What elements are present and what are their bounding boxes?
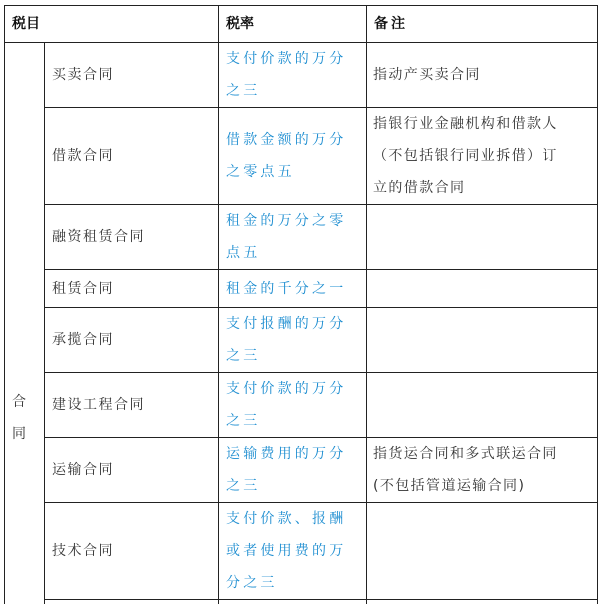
cell-text: 或者使用费的万: [226, 543, 347, 559]
cell-text: 融资租赁合同: [52, 229, 145, 245]
cell-text: 指货运合同和多式联运合同: [373, 446, 558, 462]
divider: [597, 5, 598, 604]
divider: [44, 599, 598, 600]
row-name: [52, 108, 114, 204]
row-rate: [226, 308, 346, 372]
row-rate: [226, 503, 346, 599]
row-name: [52, 503, 114, 599]
row-name: [52, 438, 114, 502]
row-note: [373, 438, 558, 502]
header-rate: 税率: [226, 16, 254, 32]
cell-text: 支付价款、报酬: [226, 511, 347, 527]
header-item: 税目: [12, 16, 40, 32]
cell-text: 点五: [226, 245, 261, 261]
cell-text: 指银行业金融机构和借款人: [373, 116, 558, 132]
cell-text: 支付价款的万分: [226, 381, 347, 397]
row-rate: [226, 108, 346, 204]
row-rate: [226, 43, 346, 107]
cell-text: 租金的千分之一: [226, 280, 347, 297]
row-name: [52, 270, 114, 307]
divider: [366, 5, 367, 604]
row-name: [52, 43, 114, 107]
divider: [44, 42, 45, 604]
row-rate: [226, 270, 346, 307]
row-note: [373, 108, 558, 204]
cell-text: 借款金额的万分: [226, 132, 347, 148]
cell-text: 运输费用的万分: [226, 446, 347, 462]
row-note: [373, 43, 481, 107]
cell-text: 租赁合同: [52, 280, 114, 297]
cell-text: (不包括管道运输合同): [373, 478, 526, 494]
cell-text: 支付报酬的万分: [226, 316, 347, 332]
cell-text: 买卖合同: [52, 67, 114, 83]
cell-text: 承揽合同: [52, 332, 114, 348]
cell-text: 租金的万分之零: [226, 213, 347, 229]
cell-text: 之三: [226, 413, 261, 429]
cell-text: 技术合同: [52, 543, 114, 559]
cell-text: 运输合同: [52, 462, 114, 478]
cell-text: 之零点五: [226, 164, 295, 180]
cell-text: 之三: [226, 348, 261, 364]
group-label-contract: 合 同: [12, 394, 26, 442]
row-name: [52, 373, 145, 437]
cell-text: （不包括银行同业拆借）订: [373, 148, 558, 164]
row-rate: [226, 438, 346, 502]
divider: [218, 5, 219, 604]
cell-text: 分之三: [226, 575, 278, 591]
row-name: [52, 308, 114, 372]
cell-text: 立的借款合同: [373, 180, 466, 196]
divider: [4, 5, 598, 6]
cell-text: 之三: [226, 83, 261, 99]
row-rate: [226, 205, 346, 269]
cell-text: 借款合同: [52, 148, 114, 164]
cell-text: 支付价款的万分: [226, 51, 347, 67]
row-name: [52, 205, 145, 269]
cell-text: 指动产买卖合同: [373, 67, 481, 83]
header-note: 备注: [374, 16, 408, 32]
cell-text: 之三: [226, 478, 261, 494]
divider: [4, 5, 5, 604]
row-rate: [226, 373, 346, 437]
cell-text: 建设工程合同: [52, 397, 145, 413]
